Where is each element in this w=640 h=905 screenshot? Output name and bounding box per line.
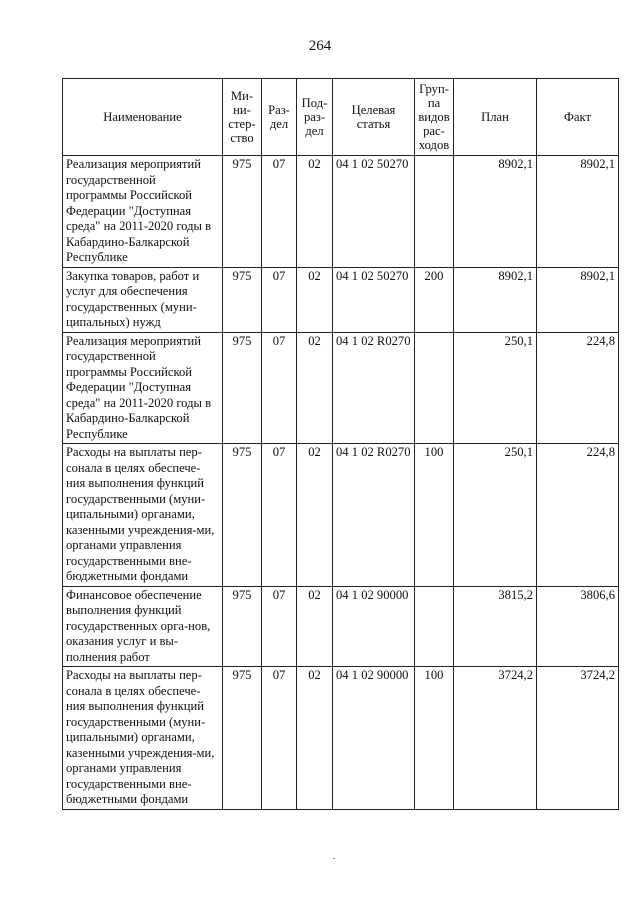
- cell-section: 07: [262, 667, 297, 810]
- cell-plan: 8902,1: [454, 156, 537, 268]
- header-target: Целевая статья: [333, 79, 415, 156]
- cell-subsection: 02: [297, 156, 333, 268]
- cell-section: 07: [262, 332, 297, 444]
- page-number: 264: [308, 38, 332, 54]
- cell-section: 07: [262, 586, 297, 667]
- cell-fact: 224,8: [537, 332, 619, 444]
- cell-group: 200: [415, 267, 454, 332]
- header-plan: План: [454, 79, 537, 156]
- cell-group: [415, 586, 454, 667]
- table-row: [63, 667, 619, 810]
- cell-name: Реализация мероприятий государственной программы Российской Федерации "Доступная среда" на 2011-2020 годы в Кабардино-Балкарской Республике: [63, 156, 223, 268]
- table-row: [63, 267, 619, 332]
- cell-fact: 224,8: [537, 444, 619, 587]
- table-row: [63, 444, 619, 587]
- cell-fact: 8902,1: [537, 267, 619, 332]
- cell-group: [415, 332, 454, 444]
- cell-group: 100: [415, 667, 454, 810]
- cell-target: 04 1 02 50270: [333, 156, 415, 268]
- cell-target: 04 1 02 R0270: [333, 444, 415, 587]
- cell-ministry: 975: [223, 267, 262, 332]
- cell-name: Закупка товаров, работ и услуг для обеспечения государственных (муни-ципальных) нужд: [63, 267, 223, 332]
- cell-section: 07: [262, 267, 297, 332]
- cell-name: Финансовое обеспечение выполнения функций государственных орга-нов, оказания услуг и вы-полнения работ: [63, 586, 223, 667]
- cell-plan: 250,1: [454, 332, 537, 444]
- cell-subsection: 02: [297, 332, 333, 444]
- cell-subsection: 02: [297, 267, 333, 332]
- header-section: Раз- дел: [262, 79, 297, 156]
- table-row: [63, 586, 619, 667]
- cell-section: 07: [262, 156, 297, 268]
- cell-name: Реализация мероприятий государственной программы Российской Федерации "Доступная среда" на 2011-2020 годы в Кабардино-Балкарской Республике: [63, 332, 223, 444]
- cell-name: Расходы на выплаты пер-сонала в целях обеспече-ния выполнения функций государственными (муни-ципальными) органами, казенными учреждения-ми, органами управления государственными вне-бюджетными фондами: [63, 667, 223, 810]
- cell-subsection: 02: [297, 667, 333, 810]
- cell-ministry: 975: [223, 586, 262, 667]
- header-fact: Факт: [537, 79, 619, 156]
- table-row: [63, 332, 619, 444]
- cell-target: 04 1 02 90000: [333, 586, 415, 667]
- header-ministry: Ми- ни- стер- ство: [223, 79, 262, 156]
- cell-fact: 8902,1: [537, 156, 619, 268]
- cell-ministry: 975: [223, 332, 262, 444]
- cell-subsection: 02: [297, 586, 333, 667]
- cell-ministry: 975: [223, 156, 262, 268]
- cell-subsection: 02: [297, 444, 333, 587]
- cell-ministry: 975: [223, 444, 262, 587]
- header-subsection: Под- раз- дел: [297, 79, 333, 156]
- cell-plan: 3815,2: [454, 586, 537, 667]
- cell-name: Расходы на выплаты пер-сонала в целях обеспече-ния выполнения функций государственными (муни-ципальными) органами, казенными учреждения-ми, органами управления государственными вне-бюджетными фондами: [63, 444, 223, 587]
- budget-table: [62, 78, 619, 810]
- scan-speck: [333, 858, 335, 859]
- cell-target: 04 1 02 50270: [333, 267, 415, 332]
- cell-group: [415, 156, 454, 268]
- table-row: [63, 156, 619, 268]
- cell-fact: 3724,2: [537, 667, 619, 810]
- cell-plan: 8902,1: [454, 267, 537, 332]
- cell-fact: 3806,6: [537, 586, 619, 667]
- cell-plan: 3724,2: [454, 667, 537, 810]
- cell-target: 04 1 02 R0270: [333, 332, 415, 444]
- cell-target: 04 1 02 90000: [333, 667, 415, 810]
- header-group: Груп- па видов рас- ходов: [415, 79, 454, 156]
- header-row: [63, 79, 619, 156]
- cell-plan: 250,1: [454, 444, 537, 587]
- cell-ministry: 975: [223, 667, 262, 810]
- cell-section: 07: [262, 444, 297, 587]
- cell-group: 100: [415, 444, 454, 587]
- header-name: Наименование: [63, 79, 223, 156]
